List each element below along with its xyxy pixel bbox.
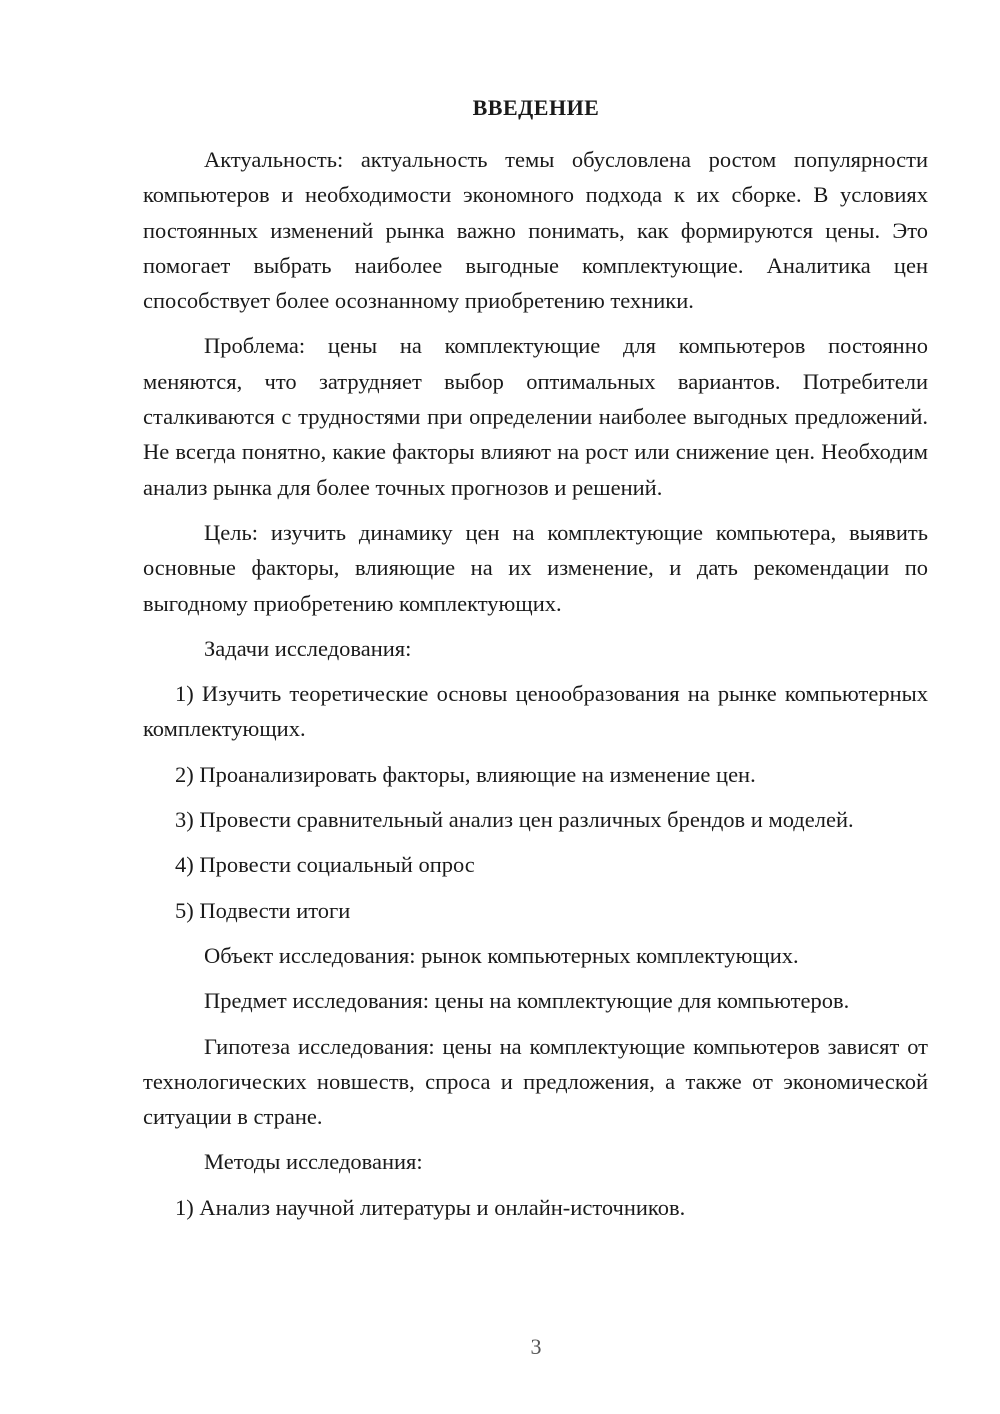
task-item: 2) Проанализировать факторы, влияющие на изменение цен. <box>175 761 756 787</box>
task-item: 1) Изучить теоретические основы ценообразования на рынке компьютерных комплектующих. <box>143 681 928 742</box>
methods-heading: Методы исследования: <box>204 1149 423 1175</box>
goal-paragraph: Цель: изучить динамику цен на комплектующие компьютера, выявить основные факторы, влияющие на их изменение, и дать рекомендации по выгодному приобретению комплектующих. <box>143 519 928 616</box>
method-item: 1) Анализ научной литературы и онлайн-источников. <box>175 1194 686 1220</box>
problem-paragraph: Проблема: цены на комплектующие для компьютеров постоянно меняются, что затрудняет выбор оптимальных вариантов. Потребители сталкиваются с трудностями при определении наиболее выгодных предложений. Не всегда понятно, какие факторы влияют на рост или снижение цен. Необходим анализ рынка для более точных прогнозов и решений. <box>143 333 928 500</box>
tasks-heading: Задачи исследования: <box>204 635 412 661</box>
body-text <box>143 142 928 1225</box>
task-item: 5) Подвести итоги <box>175 897 351 923</box>
task-item: 4) Провести социальный опрос <box>175 852 475 878</box>
task-item: 3) Провести сравнительный анализ цен различных брендов и моделей. <box>175 807 854 833</box>
hypothesis-paragraph: Гипотеза исследования: цены на комплектующие компьютеров зависят от технологических новшеств, спроса и предложения, а также от экономической ситуации в стране. <box>143 1033 928 1130</box>
page-title: ВВЕДЕНИЕ <box>472 95 600 120</box>
page-number: 3 <box>530 1334 542 1359</box>
object-paragraph: Объект исследования: рынок компьютерных комплектующих. <box>204 942 799 968</box>
subject-paragraph: Предмет исследования: цены на комплектующие для компьютеров. <box>204 988 850 1014</box>
relevance-paragraph: Актуальность: актуальность темы обусловлена ростом популярности компьютеров и необходимости экономного подхода к их сборке. В условиях постоянных изменений рынка важно понимать, как формируются цены. Это помогает выбрать наиболее выгодные комплектующие. Аналитика цен способствует более осознанному приобретению техники. <box>143 147 928 314</box>
